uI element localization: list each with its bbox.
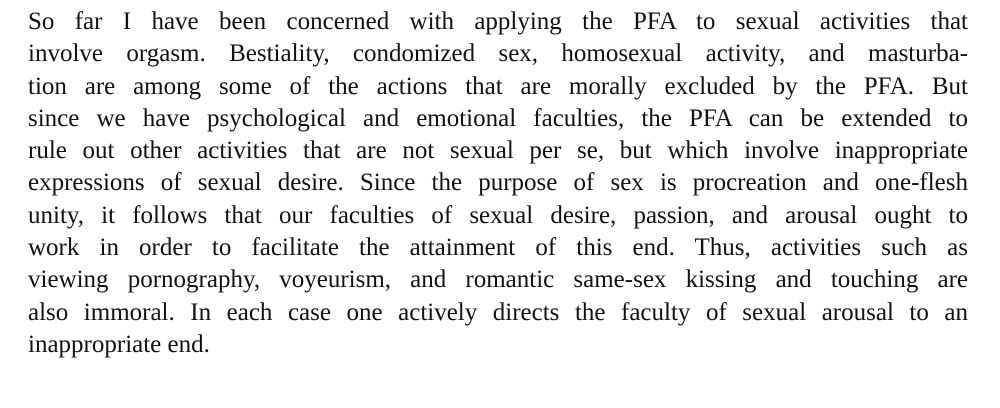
body-paragraph (28, 6, 968, 361)
paragraph-line: So far I have been concerned with applying the PFA to sexual activities that (28, 8, 968, 35)
paragraph-line: also immoral. In each case one actively directs the faculty of sexual arousal to an (28, 298, 968, 326)
paragraph-line: rule out other activities that are not sexual per se, but which involve inappropriate (28, 137, 968, 165)
paragraph-line: inappropriate end. (28, 330, 210, 358)
paragraph-line: unity, it follows that our faculties of sexual desire, passion, and arousal ought to (28, 201, 968, 229)
paragraph-line: tion are among some of the actions that are morally excluded by the PFA. But (28, 72, 968, 100)
paragraph-line: viewing pornography, voyeurism, and romantic same-sex kissing and touching are (28, 266, 968, 294)
paragraph-line: work in order to facilitate the attainment of this end. Thus, activities such as (28, 234, 968, 262)
paragraph-line: involve orgasm. Bestiality, condomized sex, homosexual activity, and masturba- (28, 40, 968, 68)
paragraph-line: expressions of sexual desire. Since the purpose of sex is procreation and one-flesh (28, 169, 968, 197)
paragraph-line: since we have psychological and emotional faculties, the PFA can be extended to (28, 104, 968, 132)
